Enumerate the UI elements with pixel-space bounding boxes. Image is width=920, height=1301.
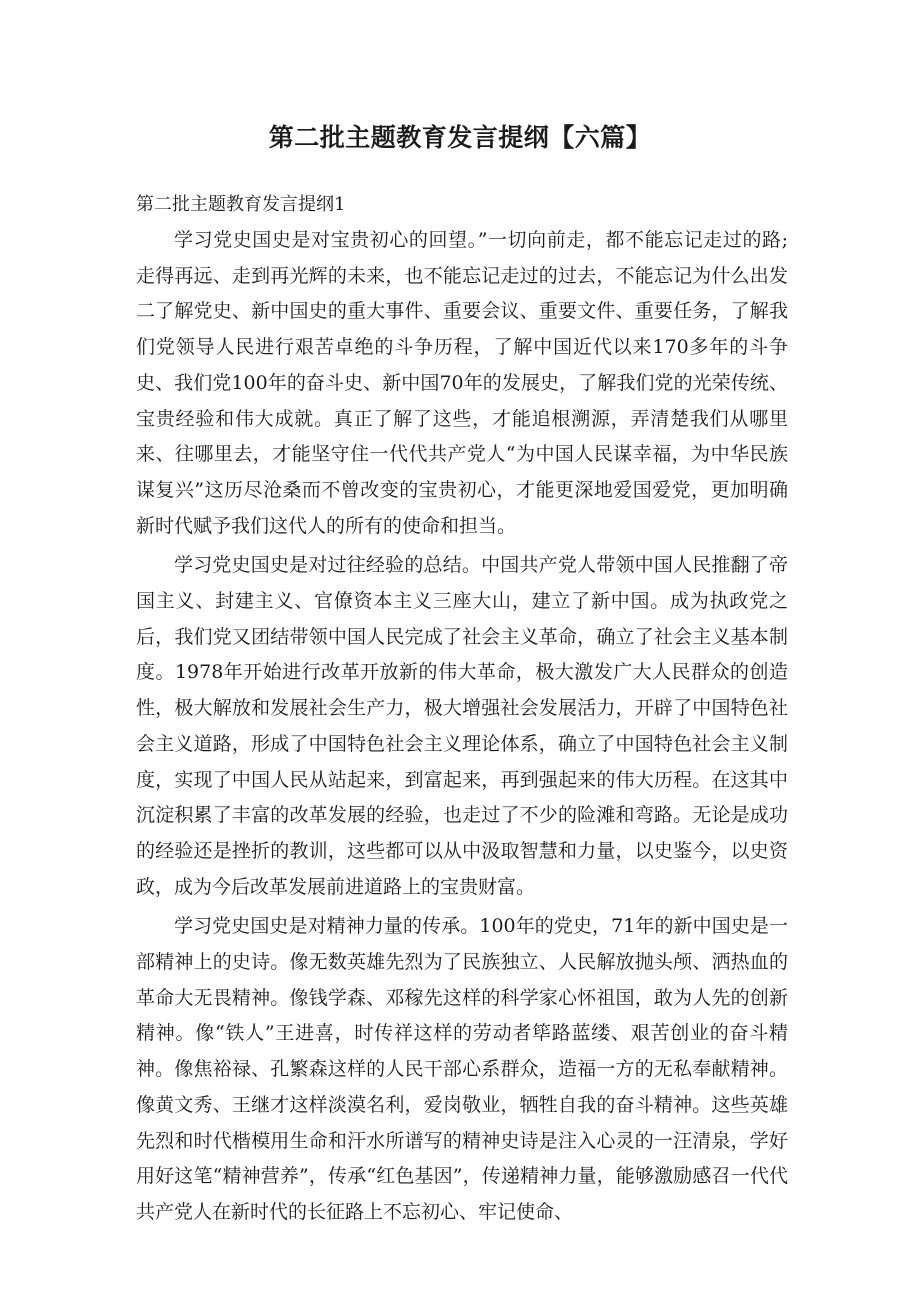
document-body [136, 223, 788, 1235]
paragraph-1: 学习党史国史是对宝贵初心的回望。”一切向前走，都不能忘记走过的路;走得再远、走到再光辉的未来，也不能忘记走过的过去，不能忘记为什么出发二了解党史、新中国史的重大事件、重要会议、重要文件、重要任务，了解我们党领导人民进行艰苦卓绝的斗争历程，了解中国近代以来170多年的斗争史、我们党100年的奋斗史、新中国70年的发展史，了解我们党的光荣传统、宝贵经验和伟大成就。真正了解了这些，才能追根溯源，弄清楚我们从哪里来、往哪里去，才能坚守住一代代共产党人“为中国人民谋幸福，为中华民族谋复兴”这历尽沧桑而不曾改变的宝贵初心，才能更深地爱国爱党，更加明确新时代赋予我们这代人的所有的使命和担当。 [136, 229, 788, 537]
paragraph-3: 学习党史国史是对精神力量的传承。100年的党史，71年的新中国史是一部精神上的史诗。像无数英雄先烈为了民族独立、人民解放抛头颅、洒热血的革命大无畏精神。像钱学森、邓稼先这样的科学家心怀祖国，敢为人先的创新精神。像“铁人”王进喜，时传祥这样的劳动者筚路蓝缕、艰苦创业的奋斗精神。像焦裕禄、孔繁森这样的人民干部心系群众，造福一方的无私奉献精神。像黄文秀、王继才这样淡漠名利，爱岗敬业，牺牲自我的奋斗精神。这些英雄先烈和时代楷模用生命和汗水所谱写的精神史诗是注入心灵的一汪清泉，学好用好这笔“精神营养”，传承“红色基因”，传递精神力量，能够激励感召一代代共产党人在新时代的长征路上不忘初心、牢记使命、 [136, 915, 788, 1223]
document-title: 第二批主题教育发言提纲【六篇】 [268, 123, 652, 152]
paragraph-2: 学习党史国史是对过往经验的总结。中国共产党人带领中国人民推翻了帝国主义、封建主义、官僚资本主义三座大山，建立了新中国。成为执政党之后，我们党又团结带领中国人民完成了社会主义革命，确立了社会主义基本制度。1978年开始进行改革开放新的伟大革命，极大激发广大人民群众的创造性，极大解放和发展社会生产力，极大增强社会发展活力，开辟了中国特色社会主义道路，形成了中国特色社会主义理论体系，确立了中国特色社会主义制度，实现了中国人民从站起来，到富起来，再到强起来的伟大历程。在这其中沉淀积累了丰富的改革发展的经验，也走过了不少的险滩和弯路。无论是成功的经验还是挫折的教训，这些都可以从中汲取智慧和力量，以史鉴今，以史资政，成为今后改革发展前进道路上的宝贵财富。 [136, 554, 788, 898]
section-heading: 第二批主题教育发言提纲1 [136, 194, 346, 215]
